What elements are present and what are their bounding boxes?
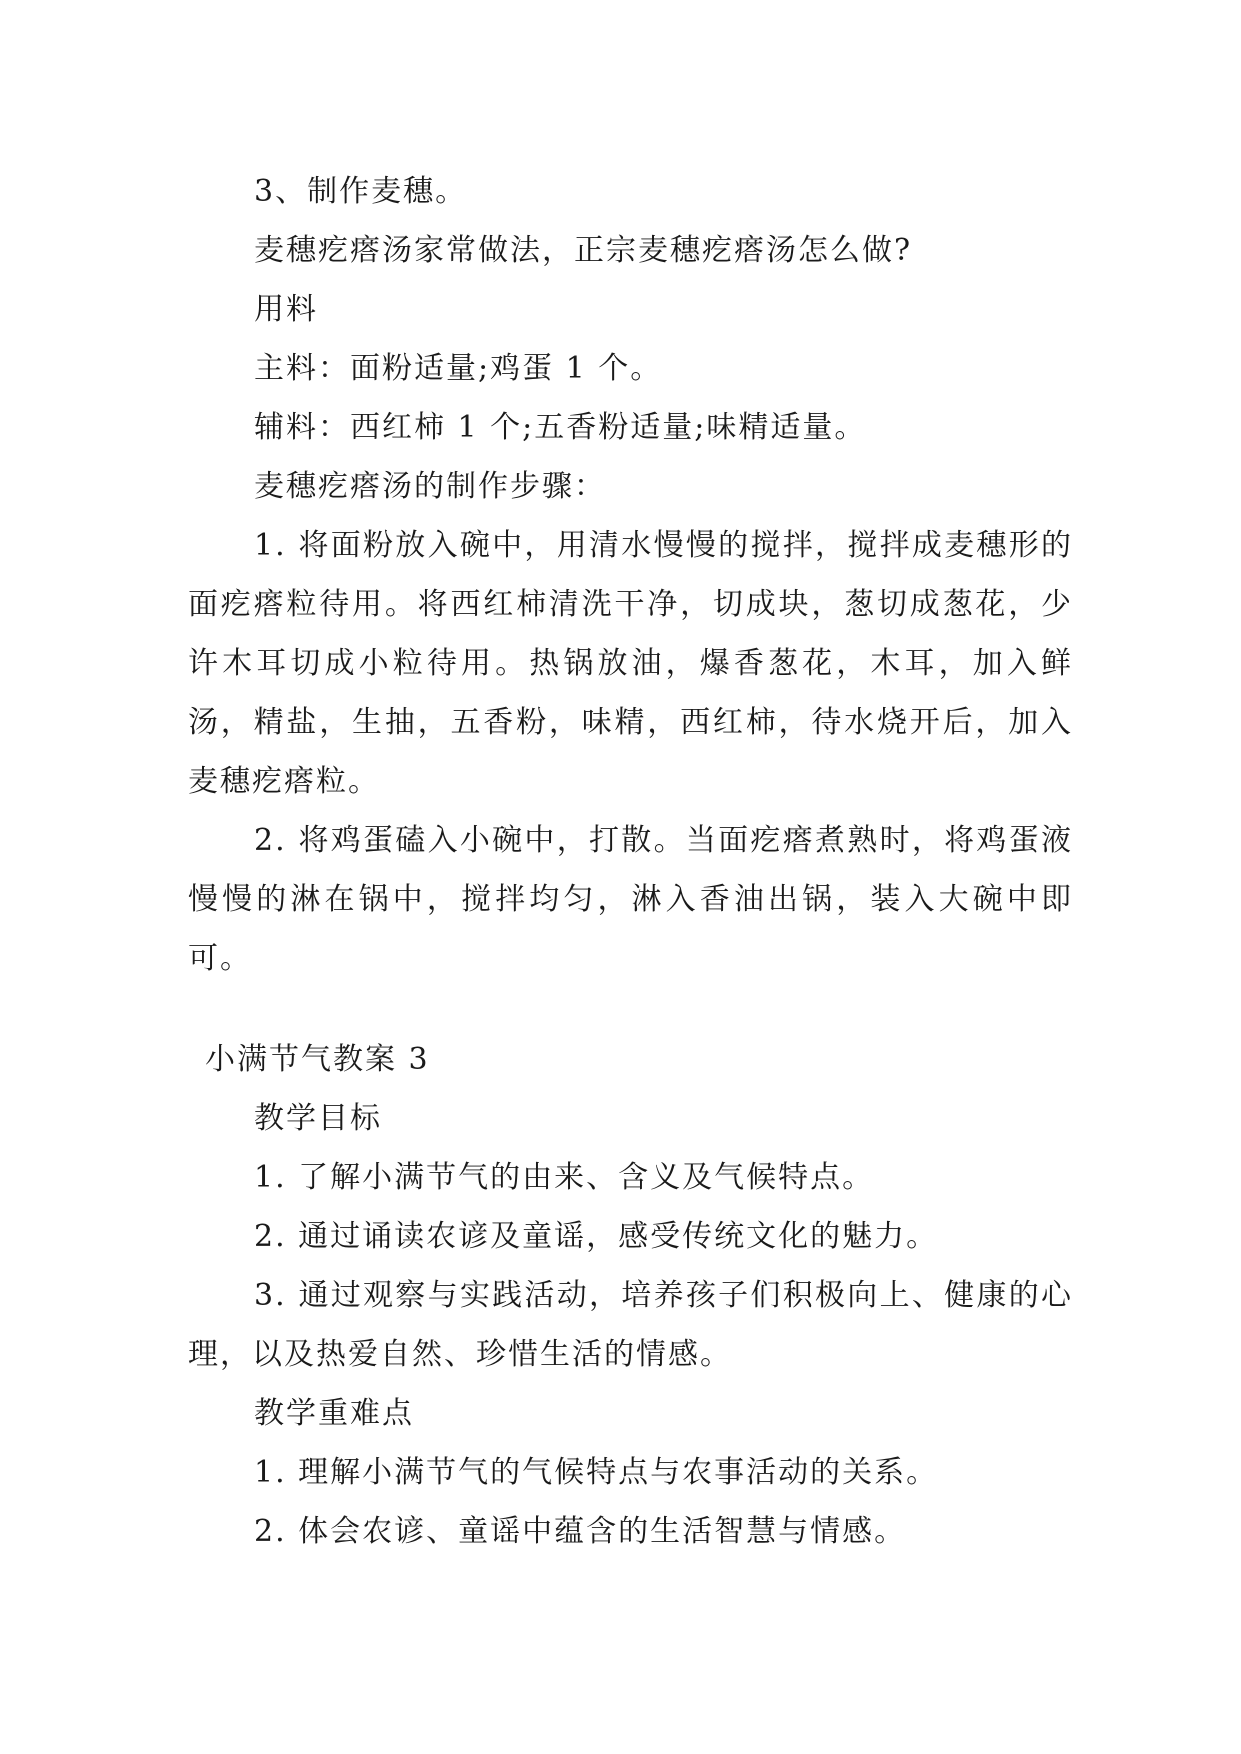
key-point-2-paragraph: 2. 体会农谚、童谣中蕴含的生活智慧与情感。 (254, 1514, 907, 1549)
key-point-1-paragraph: 1. 理解小满节气的气候特点与农事活动的关系。 (254, 1455, 939, 1490)
steps-heading: 麦穗疙瘩汤的制作步骤： (254, 469, 606, 504)
auxiliary-ingredients-paragraph: 辅料：西红柿 1 个;五香粉适量;味精适量。 (254, 410, 867, 445)
objective-2-paragraph: 2. 通过诵读农谚及童谣，感受传统文化的魅力。 (254, 1219, 939, 1254)
objective-3-paragraph: 3. 通过观察与实践活动，培养孩子们积极向上、健康的心理，以及热爱自然、珍惜生活的情感。 (188, 1278, 1073, 1372)
section-title: 小满节气教案 3 (205, 1042, 430, 1077)
objective-1-paragraph: 1. 了解小满节气的由来、含义及气候特点。 (254, 1160, 875, 1195)
document-body (188, 162, 1073, 1561)
ingredients-heading: 用料 (254, 292, 318, 327)
key-points-heading: 教学重难点 (254, 1396, 414, 1431)
recipe-question-paragraph: 麦穗疙瘩汤家常做法，正宗麦穗疙瘩汤怎么做? (254, 233, 913, 268)
recipe-step-1-paragraph: 1. 将面粉放入碗中，用清水慢慢的搅拌，搅拌成麦穗形的面疙瘩粒待用。将西红柿清洗干净，切成块，葱切成葱花，少许木耳切成小粒待用。热锅放油，爆香葱花，木耳，加入鲜汤，精盐，生抽，五香粉，味精，西红柿，待水烧开后，加入麦穗疙瘩粒。 (188, 528, 1073, 799)
step-3-paragraph: 3、制作麦穗。 (254, 174, 468, 209)
objectives-heading: 教学目标 (254, 1101, 382, 1136)
recipe-step-2-paragraph: 2. 将鸡蛋磕入小碗中，打散。当面疙瘩煮熟时，将鸡蛋液慢慢的淋在锅中，搅拌均匀，淋入香油出锅，装入大碗中即可。 (188, 823, 1073, 976)
main-ingredients-paragraph: 主料：面粉适量;鸡蛋 1 个。 (254, 351, 663, 386)
